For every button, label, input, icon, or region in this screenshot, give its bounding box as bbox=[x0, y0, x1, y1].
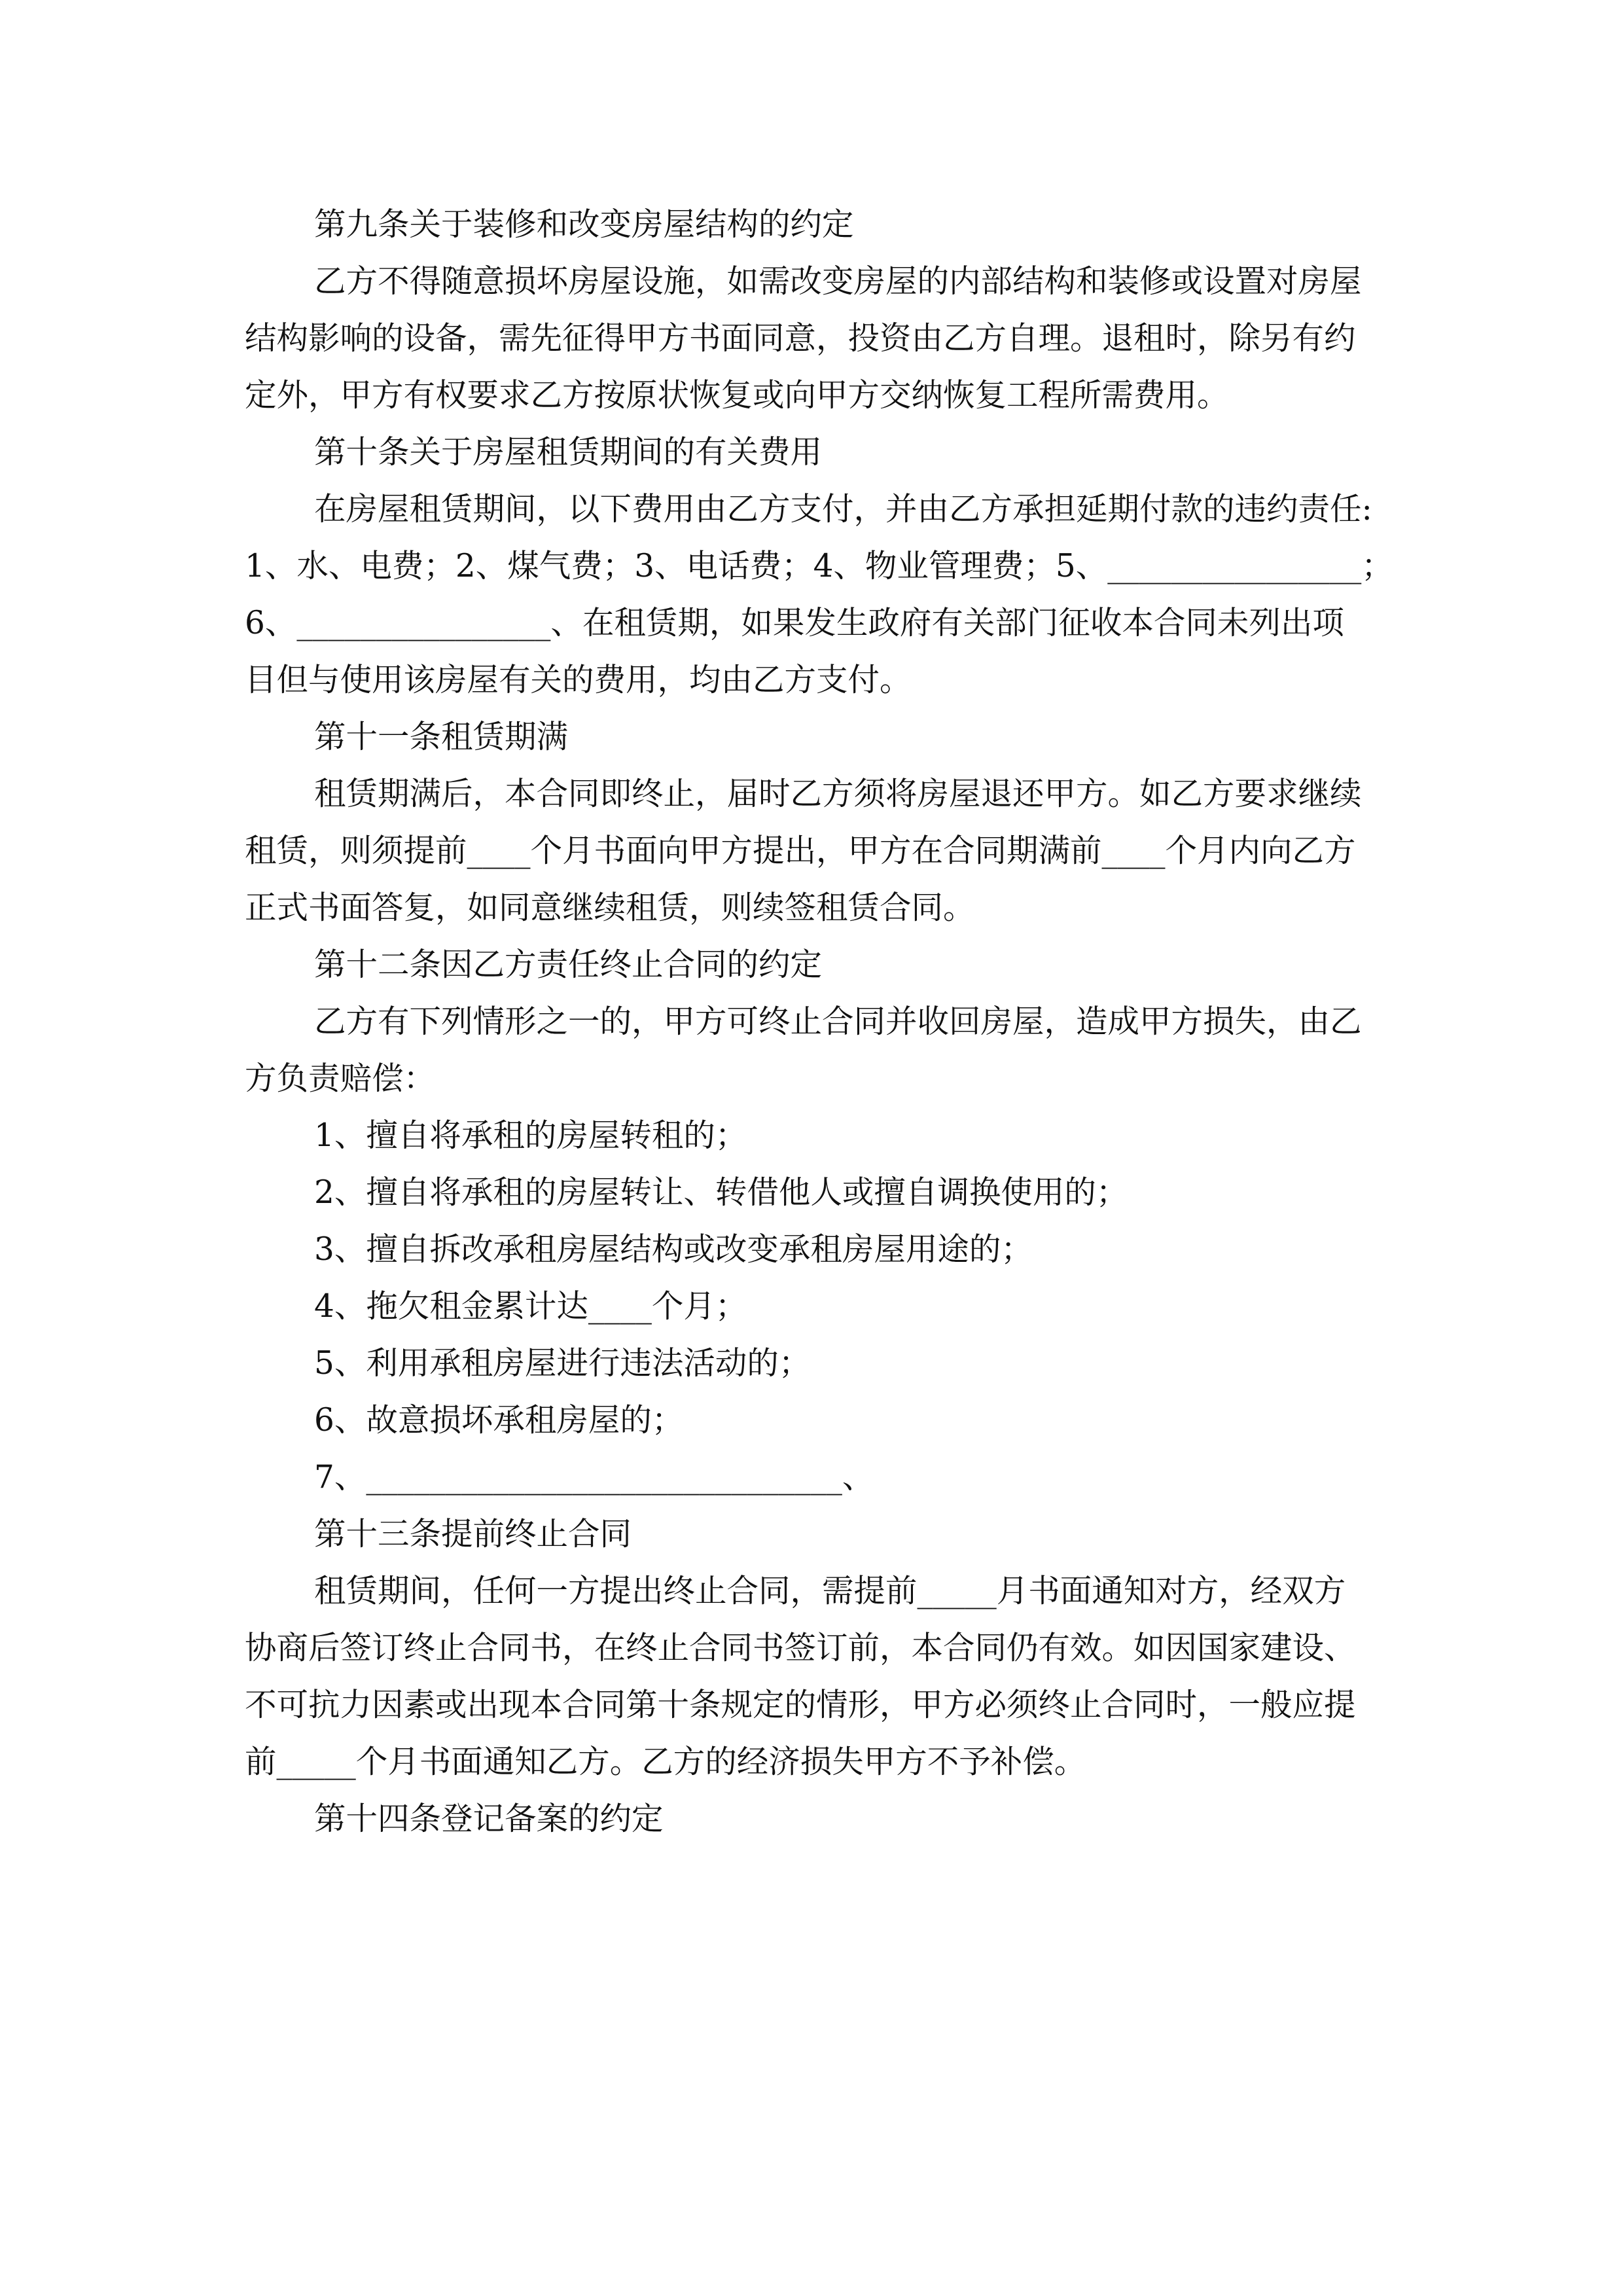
paragraph-line: 目但与使用该房屋有关的费用，均由乙方支付。 bbox=[245, 662, 912, 698]
paragraph-line: 方负责赔偿： bbox=[245, 1060, 436, 1097]
list-item: 7、______________________________、 bbox=[314, 1459, 874, 1496]
list-item: 1、擅自将承租的房屋转租的； bbox=[314, 1117, 747, 1154]
list-item: 3、擅自拆改承租房屋结构或改变承租房屋用途的； bbox=[314, 1231, 1033, 1268]
paragraph-line: 正式书面答复，如同意继续租赁，则续签租赁合同。 bbox=[245, 889, 975, 926]
paragraph-line: 租赁，则须提前____个月书面向甲方提出，甲方在合同期满前____个月内向乙方 bbox=[245, 833, 1356, 869]
document-body bbox=[245, 196, 1393, 1848]
list-item: 2、擅自将承租的房屋转让、转借他人或擅自调换使用的； bbox=[314, 1174, 1128, 1211]
list-item: 6、故意损坏承租房屋的； bbox=[314, 1402, 684, 1439]
paragraph-line: 前_____个月书面通知乙方。乙方的经济损失甲方不予补偿。 bbox=[245, 1744, 1086, 1780]
list-item: 5、利用承租房屋进行违法活动的； bbox=[314, 1345, 811, 1382]
article-14-heading: 第十四条登记备案的约定 bbox=[314, 1801, 664, 1837]
list-item: 4、拖欠租金累计达____个月； bbox=[314, 1288, 747, 1325]
paragraph-line: 定外，甲方有权要求乙方按原状恢复或向甲方交纳恢复工程所需费用。 bbox=[245, 377, 1229, 414]
paragraph-line: 在房屋租赁期间，以下费用由乙方支付，并由乙方承担延期付款的违约责任: bbox=[314, 491, 1372, 528]
paragraph-line: 乙方不得随意损坏房屋设施，如需改变房屋的内部结构和装修或设置对房屋 bbox=[314, 263, 1362, 300]
paragraph-line: 租赁期间，任何一方提出终止合同，需提前_____月书面通知对方，经双方 bbox=[314, 1573, 1346, 1609]
paragraph-line: 不可抗力因素或出现本合同第十条规定的情形，甲方必须终止合同时，一般应提 bbox=[245, 1687, 1356, 1723]
paragraph-line: 协商后签订终止合同书，在终止合同书签订前，本合同仍有效。如因国家建设、 bbox=[245, 1630, 1356, 1666]
paragraph-line: 1、水、电费；2、煤气费；3、电话费；4、物业管理费；5、________________； bbox=[245, 548, 1393, 584]
article-10-heading: 第十条关于房屋租赁期间的有关费用 bbox=[314, 434, 823, 471]
paragraph-line: 乙方有下列情形之一的，甲方可终止合同并收回房屋，造成甲方损失，由乙 bbox=[314, 1003, 1362, 1040]
article-13-heading: 第十三条提前终止合同 bbox=[314, 1516, 632, 1552]
paragraph-line: 6、________________、在租赁期，如果发生政府有关部门征收本合同未列出项 bbox=[245, 605, 1344, 641]
paragraph-line: 租赁期满后，本合同即终止，届时乙方须将房屋退还甲方。如乙方要求继续 bbox=[314, 776, 1362, 812]
article-11-heading: 第十一条租赁期满 bbox=[314, 719, 569, 755]
paragraph-line: 结构影响的设备，需先征得甲方书面同意，投资由乙方自理。退租时，除另有约 bbox=[245, 320, 1356, 357]
article-12-heading: 第十二条因乙方责任终止合同的约定 bbox=[314, 946, 823, 983]
article-9-heading: 第九条关于装修和改变房屋结构的约定 bbox=[314, 206, 854, 243]
